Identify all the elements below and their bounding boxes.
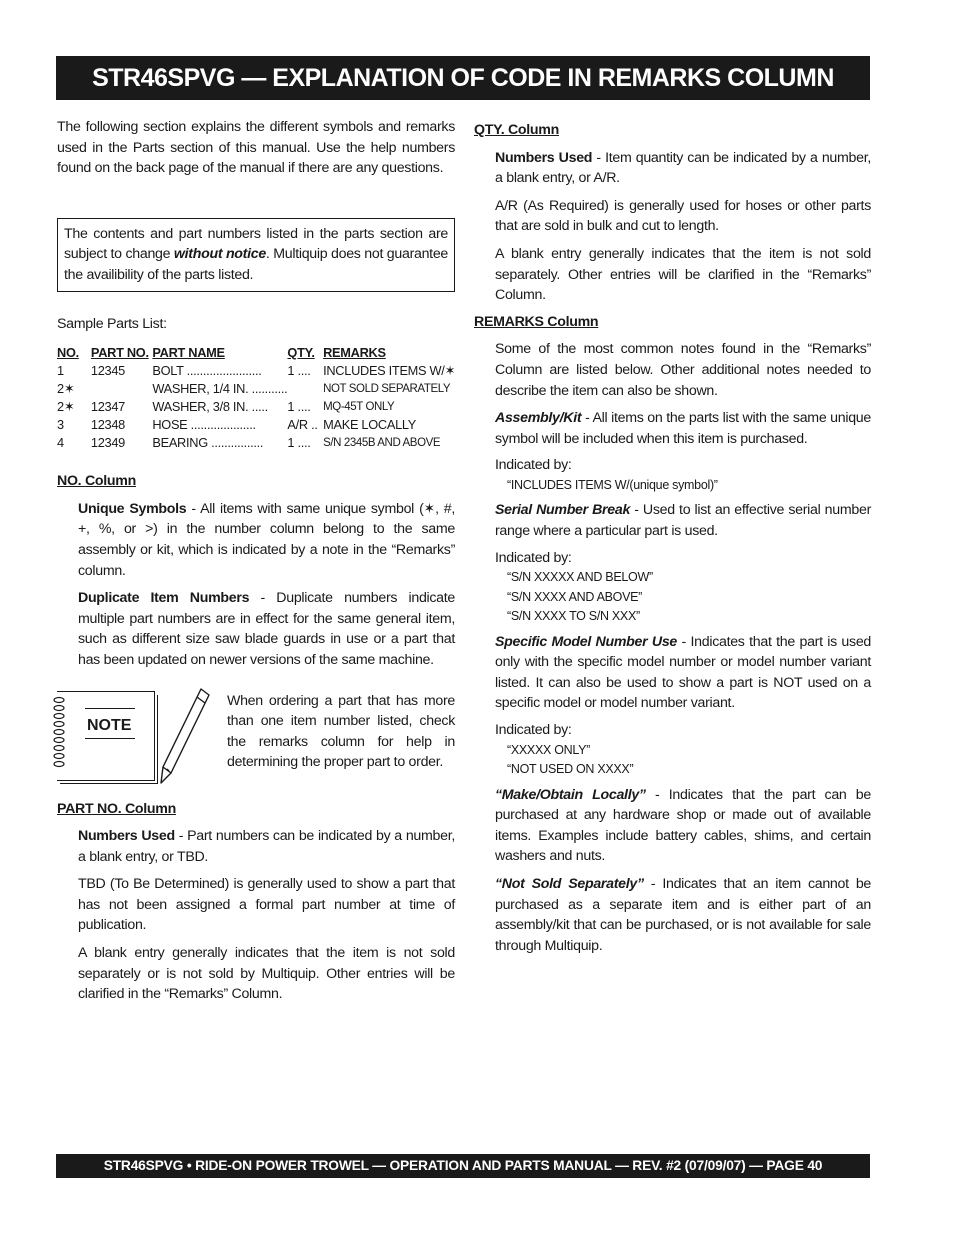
example-text: “S/N XXXX AND ABOVE” [507,589,643,604]
serial-break-paragraph [495,500,871,541]
intro-paragraph: The following section explains the different symbols and remarks used in the Parts section of this manual. Use the help numbers found on the back page of the manual if there are any questions. [57,119,455,177]
example-text: “XXXXX ONLY” [507,742,590,757]
table-row [57,398,455,416]
part-numbers-used-term: Numbers Used [78,828,175,845]
cell-no: 2✶ [57,381,75,397]
cell-remarks: MAKE LOCALLY [323,417,416,433]
unique-symbols-paragraph [78,499,455,581]
table-header-row [57,344,455,362]
col-header-qty: QTY. [287,345,315,361]
part-numbers-used-text: - Part numbers can be indicated by a number, a blank entry, or TBD. [78,828,455,865]
note-label: NOTE [87,716,132,734]
cell-qty: 1 .... [287,363,311,379]
table-row [57,380,455,398]
cell-part-name: BOLT ....................... [152,363,262,379]
part-no-column-heading: PART NO. Column [57,800,176,817]
cell-no: 4 [57,435,64,451]
cell-remarks: INCLUDES ITEMS W/✶ [323,363,455,379]
cell-part-no: 12349 [90,435,125,451]
qty-blank-entry-paragraph: A blank entry generally indicates that the item is not sold separately. Other entries will be clarified in the “Remarks” Column. [495,245,871,304]
assembly-kit-paragraph [495,408,871,449]
serial-break-term: Serial Number Break [495,502,631,519]
note-callout [57,691,455,799]
not-sold-term: “Not Sold Separately” [495,876,644,893]
col-header-no: NO. [57,345,79,361]
page-title: STR46SPVG — EXPLANATION OF CODE IN REMARKS COLUMN [56,56,870,100]
cell-no: 2✶ [57,399,75,415]
model-number-paragraph [495,632,871,714]
remarks-intro: Some of the most common notes found in the “Remarks” Column are listed below. Other additional notes needed to describe the item can also be shown. [495,341,871,399]
not-sold-text: - Indicates that an item cannot be purchased as a separate item and is either part of an assembly/kit that can be purchased, or is not available for sale through Multiquip. [495,876,871,954]
make-locally-term: “Make/Obtain Locally” [495,786,646,803]
cell-qty: 1 .... [287,399,311,415]
cell-remarks: S/N 2345B AND ABOVE [323,437,441,450]
sample-parts-table [57,344,455,452]
unique-symbols-term: Unique Symbols [78,500,187,517]
cell-qty [287,380,323,398]
model-number-term: Specific Model Number Use [495,633,678,650]
qty-column-heading: QTY. Column [474,122,559,138]
cell-remarks: MQ-45T ONLY [323,401,395,414]
assembly-kit-text: - All items on the parts list with the same unique symbol will be included when this item is purchased. [495,410,871,447]
duplicate-numbers-term: Duplicate Item Numbers [78,590,250,607]
cell-no: 3 [57,417,64,433]
table-row [57,416,455,434]
cell-part-no: 12347 [90,399,125,415]
assembly-kit-term: Assembly/Kit [495,410,582,427]
part-numbers-used-paragraph [78,826,455,867]
cell-qty: A/R .. [287,417,318,433]
pencil-icon [157,685,213,789]
col-header-part-no: PART NO. [90,345,149,361]
cell-part-name: BEARING ................ [152,435,264,451]
notice-text-end: . Multiquip does not guarantee the availibility of the parts listed. [64,246,448,283]
qty-numbers-used-paragraph [495,148,871,189]
example-text: “NOT USED ON XXXX” [507,762,634,777]
not-sold-paragraph [495,874,871,956]
qty-numbers-used-term: Numbers Used [495,149,593,166]
qty-numbers-used-text: - Item quantity can be indicated by a number, a blank entry, or A/R. [495,149,871,187]
left-column [57,117,455,1005]
notepad-icon [57,691,155,781]
make-locally-text: - Indicates that the part can be purchased at any hardware shop or made out of available items. Examples include battery cables, shims, and certain washers and nuts. [495,786,871,865]
notice-text-start: The contents and part numbers listed in the parts section are subject to change [64,225,448,263]
col-header-remarks: REMARKS [323,345,386,361]
cell-part-name: HOSE .................... [152,417,256,433]
right-column [474,120,871,956]
part-blank-entry-paragraph: A blank entry generally indicates that the item is not sold separately or is not sold by Multiquip. Other entries will be clarified in the “Remarks” Column. [78,945,455,1003]
remarks-column-heading: REMARKS Column [474,313,599,330]
duplicate-numbers-paragraph [78,588,455,670]
note-rule-top [85,708,135,710]
indicated-by-label: Indicated by: [495,549,572,566]
ar-paragraph: A/R (As Required) is generally used for hoses or other parts that are sold in bulk and cut to length. [495,197,871,235]
cell-qty: 1 .... [287,435,311,451]
example-text: “S/N XXXXX AND BELOW” [507,570,653,585]
cell-part-no: 12345 [90,363,125,379]
cell-remarks: NOT SOLD SEPARATELY [323,383,451,396]
col-header-part-name: PART NAME [152,345,225,361]
cell-part-no [91,380,152,398]
page-footer: STR46SPVG • RIDE-ON POWER TROWEL — OPERATION AND PARTS MANUAL — REV. #2 (07/09/07) — PAGE 40 [56,1154,870,1178]
sample-label: Sample Parts List: [57,315,167,332]
tbd-paragraph: TBD (To Be Determined) is generally used to show a part that has not been assigned a formal part number at time of publication. [78,876,455,934]
notice-emphasis: without notice [173,246,266,263]
indicated-by-label: Indicated by: [495,722,572,739]
table-row [57,434,455,452]
indicated-by-label: Indicated by: [495,457,572,474]
cell-part-no: 12348 [90,417,125,433]
note-text: When ordering a part that has more than one item number listed, check the remarks column for help in determining the proper part to order. [227,692,455,771]
notice-box [57,218,455,292]
unique-symbols-text: - All items with same unique symbol (✶, #, +, %, or >) in the number column belong to the same assembly or kit, which is indicated by a note in the “Remarks” column. [78,500,455,579]
cell-no: 1 [57,363,64,379]
make-locally-paragraph [495,785,871,867]
spiral-binding-icon [53,696,67,772]
note-rule-bottom [85,738,135,740]
example-text: “INCLUDES ITEMS W/(unique symbol)” [507,477,718,492]
model-number-text: - Indicates that the part is used only with the specific model number or model number variant listed. It can also be used to show a part is NOT used on a specific model or model number variant. [495,633,872,712]
serial-break-text: - Used to list an effective serial number range where a particular part is used. [495,502,871,539]
duplicate-numbers-text: - Duplicate numbers indicate multiple part numbers are in effect for the same general item, such as different size saw blade guards in use or a part that has been updated on newer versions of the same machine. [78,590,456,668]
table-row [57,362,455,380]
example-text: “S/N XXXX TO S/N XXX” [507,609,640,624]
cell-part-name: WASHER, 1/4 IN. ........... [152,381,288,397]
no-column-heading: NO. Column [57,473,136,490]
cell-part-name: WASHER, 3/8 IN. ..... [152,399,268,415]
